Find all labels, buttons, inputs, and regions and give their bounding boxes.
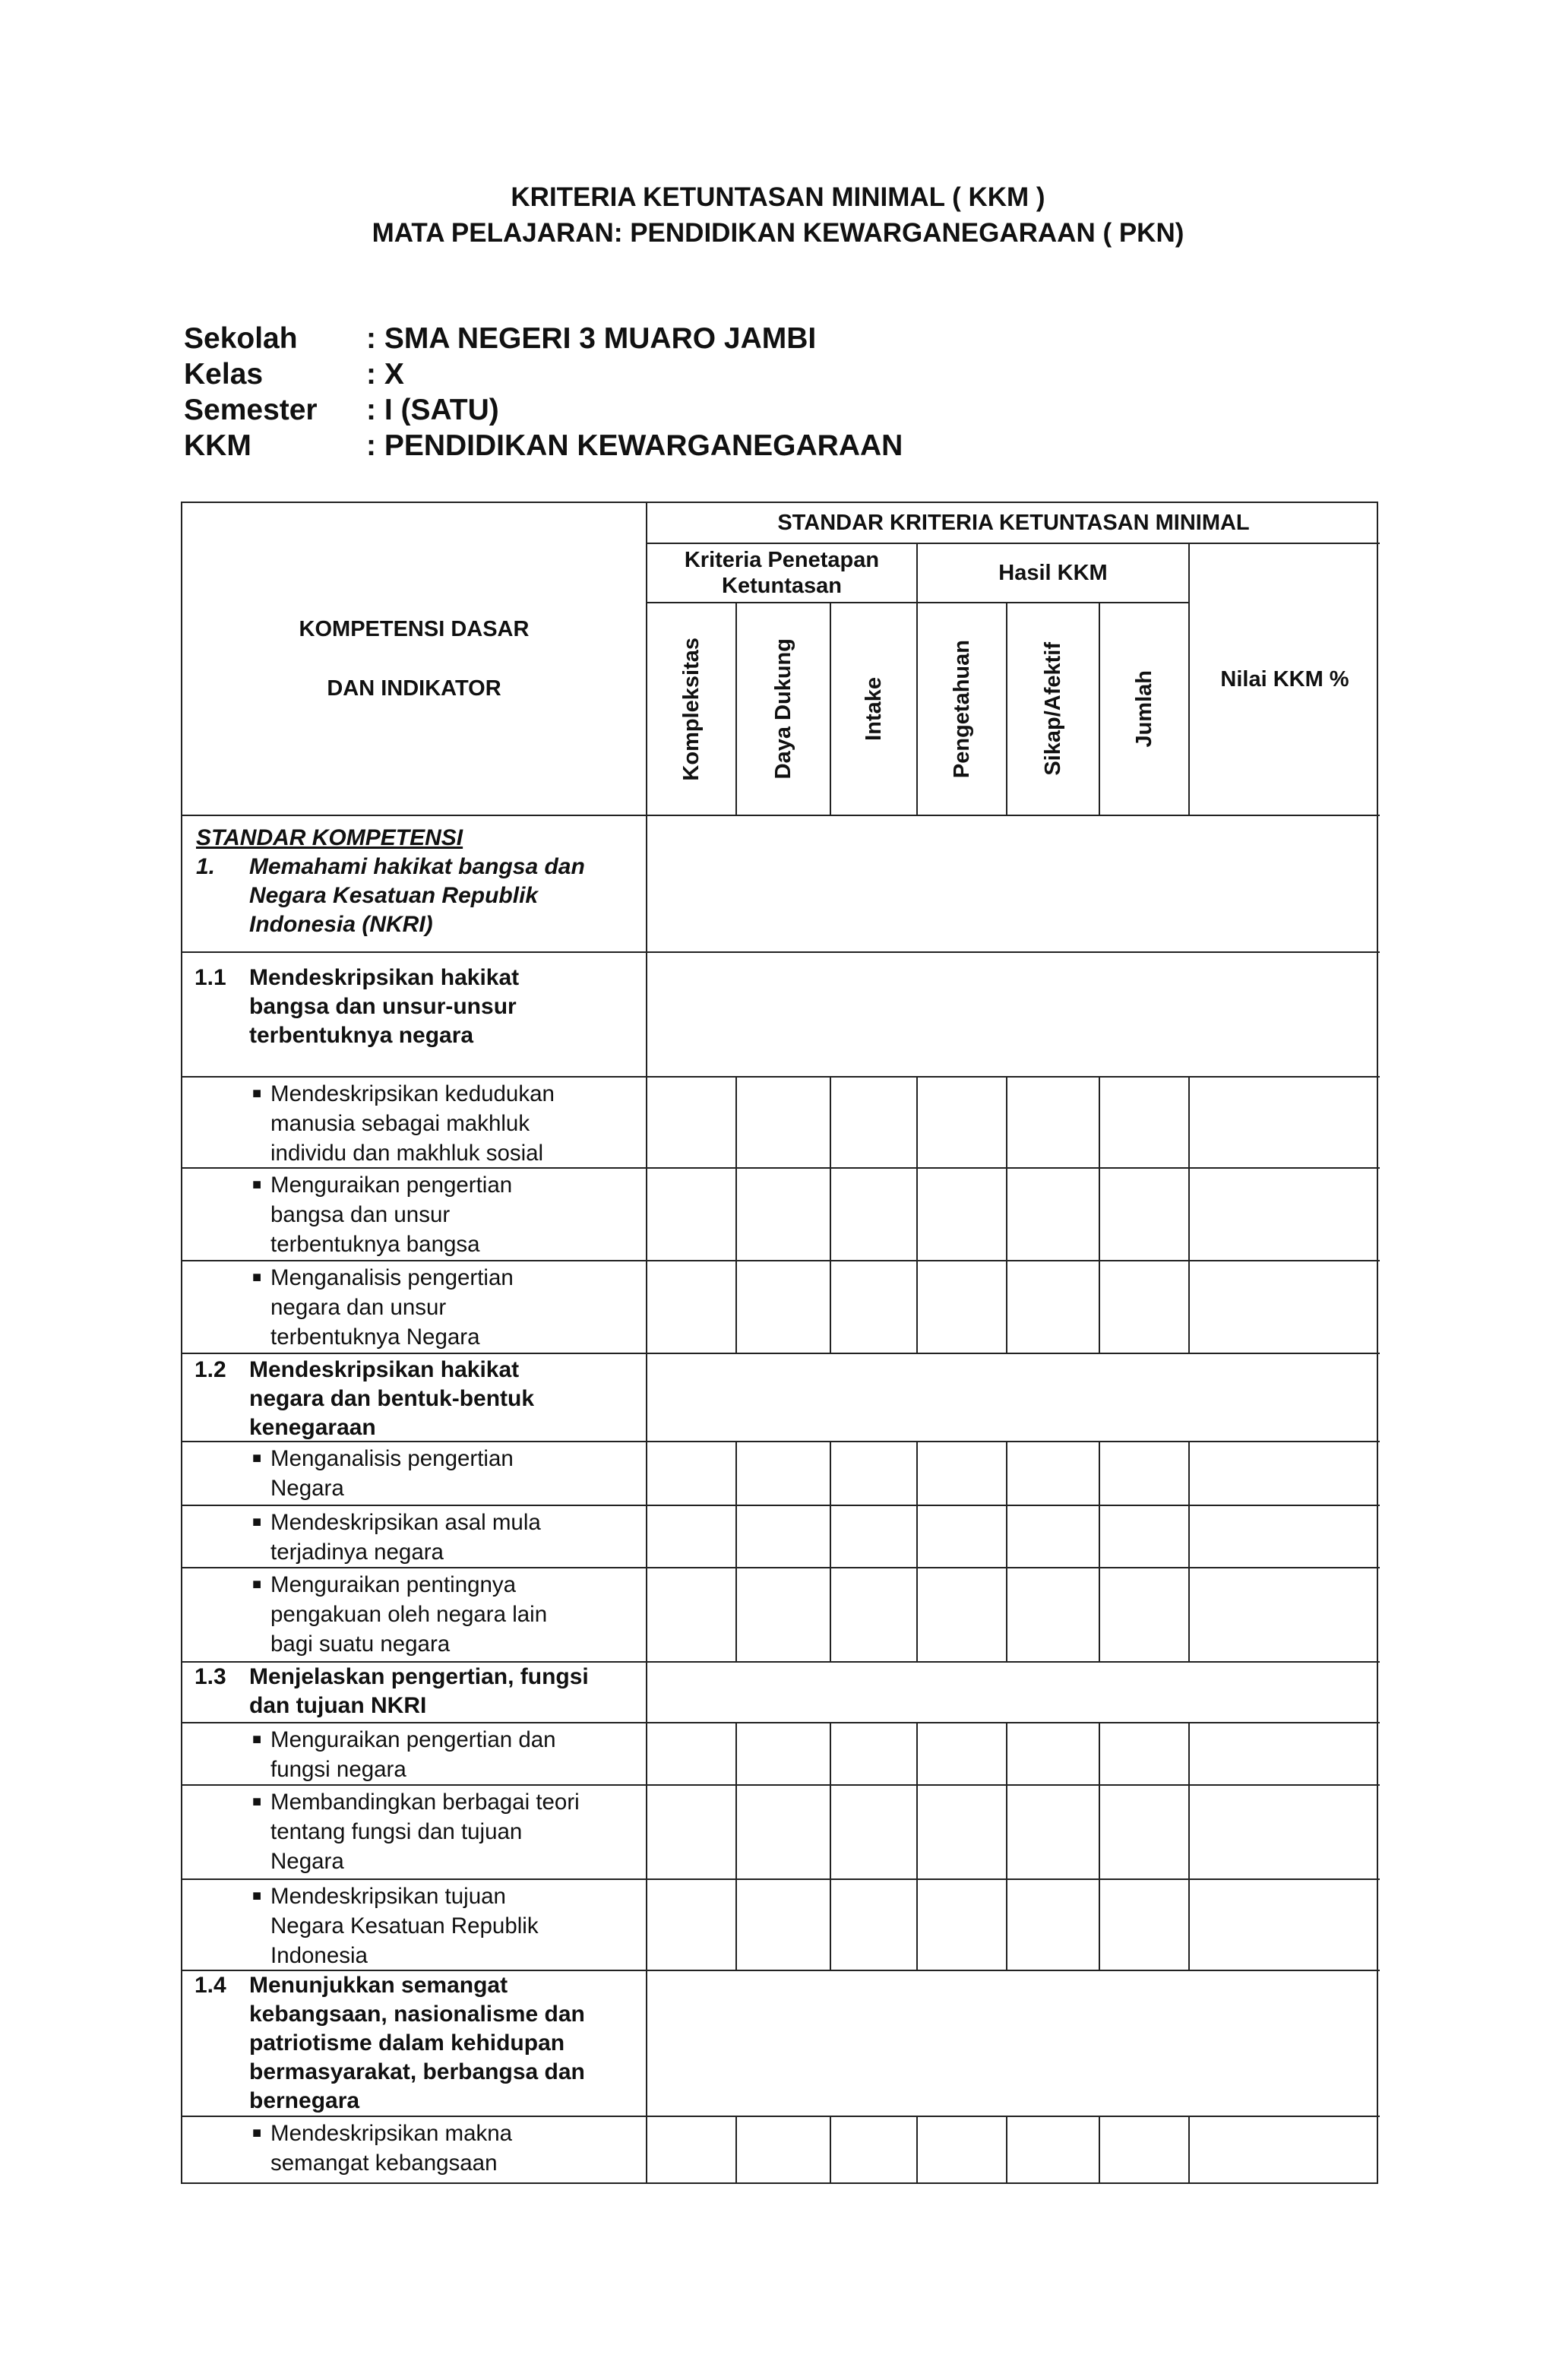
indikator-text (270, 1787, 580, 1878)
score-cell[interactable] (737, 1442, 831, 1506)
score-cell[interactable] (647, 1568, 737, 1663)
kd-number: 1.1 (194, 965, 226, 990)
score-cell[interactable] (831, 1568, 918, 1663)
kd-text (249, 1971, 585, 2116)
score-cell[interactable] (1190, 1078, 1380, 1169)
score-cell[interactable] (1100, 1169, 1190, 1261)
indikator-line: negara dan unsur (270, 1295, 447, 1320)
score-cell[interactable] (1100, 2117, 1190, 2182)
bullet-icon: ■ (252, 1793, 262, 1810)
header-kompleksitas-label: Kompleksitas (678, 637, 704, 781)
score-cell[interactable] (1190, 1568, 1380, 1663)
merged-empty-cell (647, 816, 1380, 953)
kd-line: bangsa dan unsur-unsur (249, 994, 517, 1019)
header-intake-label: Intake (861, 677, 886, 741)
indikator-text (270, 2119, 512, 2182)
bullet-icon: ■ (252, 1731, 262, 1748)
bullet-icon: ■ (252, 1269, 262, 1286)
score-cell[interactable] (647, 1442, 737, 1506)
score-cell[interactable] (647, 2117, 737, 2182)
indikator-1-1-2 (182, 1169, 647, 1261)
score-cell[interactable] (831, 1723, 918, 1786)
indikator-1-1-1 (182, 1078, 647, 1169)
score-cell[interactable] (737, 1169, 831, 1261)
indikator-text (270, 1570, 547, 1661)
header-pengetahuan (918, 603, 1007, 816)
indikator-line: Negara (270, 1849, 344, 1874)
score-cell[interactable] (1007, 1786, 1100, 1880)
score-cell[interactable] (1007, 1506, 1100, 1568)
score-cell[interactable] (737, 1261, 831, 1354)
indikator-line: fungsi negara (270, 1757, 406, 1782)
indikator-text (270, 1079, 555, 1167)
merged-empty-cell (647, 953, 1380, 1078)
indikator-line: Menguraikan pengertian dan (270, 1727, 556, 1752)
score-cell[interactable] (1007, 1169, 1100, 1261)
bullet-icon: ■ (252, 1176, 262, 1193)
info-label: Sekolah (184, 322, 298, 355)
header-sikap-afektif (1007, 603, 1100, 816)
info-value: : I (SATU) (366, 394, 499, 426)
sk-number: 1. (196, 854, 216, 879)
kd-text (249, 964, 519, 1076)
sk-line: Memahami hakikat bangsa dan (249, 854, 585, 879)
kd-line: terbentuknya negara (249, 1023, 474, 1048)
indikator-1-4-1 (182, 2117, 647, 2182)
info-value: : X (366, 358, 404, 391)
kd-line: Menjelaskan pengertian, fungsi (249, 1664, 589, 1689)
score-cell[interactable] (737, 1880, 831, 1971)
header-daya-dukung-label: Daya Dukung (770, 638, 795, 780)
score-cell[interactable] (918, 1786, 1007, 1880)
kkm-table (181, 502, 1378, 2184)
score-cell[interactable] (647, 1506, 737, 1568)
header-sikap-label: Sikap/Afektif (1040, 642, 1065, 776)
header-jumlah (1100, 603, 1190, 816)
score-cell[interactable] (1100, 1261, 1190, 1354)
score-cell[interactable] (918, 1078, 1007, 1169)
sk-lines (249, 853, 585, 939)
score-cell[interactable] (737, 1568, 831, 1663)
indikator-line: semangat kebangsaan (270, 2151, 498, 2176)
merged-empty-cell (647, 1971, 1380, 2117)
indikator-text (270, 1508, 541, 1567)
score-cell[interactable] (737, 1786, 831, 1880)
score-cell[interactable] (1190, 1723, 1380, 1786)
score-cell[interactable] (1190, 1786, 1380, 1880)
header-kriteria: Kriteria Penetapan Ketuntasan (647, 544, 918, 603)
info-block (184, 321, 903, 464)
score-cell[interactable] (831, 2117, 918, 2182)
bullet-icon: ■ (252, 1514, 262, 1530)
score-cell[interactable] (918, 1723, 1007, 1786)
sk-line: Negara Kesatuan Republik (249, 883, 539, 908)
kd-line: patriotisme dalam kehidupan (249, 2030, 565, 2056)
info-row-kelas (184, 356, 903, 392)
header-kd-line2: DAN INDIKATOR (327, 676, 501, 701)
indikator-line: bangsa dan unsur (270, 1202, 451, 1227)
indikator-1-3-2 (182, 1786, 647, 1880)
score-cell[interactable] (1100, 1568, 1190, 1663)
header-nilai-kkm: Nilai KKM % (1190, 544, 1380, 816)
score-cell[interactable] (1007, 1723, 1100, 1786)
indikator-line: Mendeskripsikan kedudukan (270, 1081, 555, 1106)
score-cell[interactable] (1007, 1568, 1100, 1663)
score-cell[interactable] (647, 1723, 737, 1786)
indikator-text (270, 1882, 539, 1970)
score-cell[interactable] (918, 1442, 1007, 1506)
score-cell[interactable] (1007, 1261, 1100, 1354)
indikator-line: Menguraikan pengertian (270, 1173, 513, 1198)
score-cell[interactable] (737, 1506, 831, 1568)
title-line-2: MATA PELAJARAN: PENDIDIKAN KEWARGANEGARAAN ( PKN) (372, 218, 1184, 248)
header-kompleksitas (647, 603, 737, 816)
bullet-icon: ■ (252, 2125, 262, 2141)
score-cell[interactable] (831, 1786, 918, 1880)
score-cell[interactable] (1190, 1169, 1380, 1261)
merged-empty-cell (647, 1354, 1380, 1442)
score-cell[interactable] (1190, 1880, 1380, 1971)
indikator-line: tentang fungsi dan tujuan (270, 1819, 523, 1844)
indikator-1-2-1 (182, 1442, 647, 1506)
score-cell[interactable] (918, 1169, 1007, 1261)
score-cell[interactable] (831, 1442, 918, 1506)
kd-line: dan tujuan NKRI (249, 1693, 427, 1718)
score-cell[interactable] (1100, 1880, 1190, 1971)
score-cell[interactable] (1100, 1078, 1190, 1169)
score-cell[interactable] (1007, 1078, 1100, 1169)
kd-1-1 (182, 953, 647, 1078)
kd-line: kebangsaan, nasionalisme dan (249, 2002, 585, 2027)
kd-number: 1.2 (194, 1357, 226, 1382)
kd-1-3 (182, 1663, 647, 1723)
indikator-text (270, 1725, 556, 1784)
bullet-icon: ■ (252, 1888, 262, 1904)
standar-kompetensi-text (196, 853, 646, 939)
kd-text (249, 1663, 589, 1722)
indikator-line: individu dan makhluk sosial (270, 1141, 544, 1166)
info-label: KKM (184, 429, 251, 462)
score-cell[interactable] (918, 1261, 1007, 1354)
score-cell[interactable] (647, 1880, 737, 1971)
info-row-kkm (184, 428, 903, 464)
indikator-line: Menganalisis pengertian (270, 1265, 514, 1290)
indikator-line: Negara Kesatuan Republik (270, 1913, 539, 1938)
indikator-1-3-1 (182, 1723, 647, 1786)
indikator-line: Menguraikan pentingnya (270, 1572, 517, 1597)
score-cell[interactable] (918, 1506, 1007, 1568)
indikator-line: terjadinya negara (270, 1540, 444, 1565)
indikator-line: Mendeskripsikan tujuan (270, 1884, 506, 1909)
indikator-line: bagi suatu negara (270, 1632, 451, 1657)
info-label: Kelas (184, 358, 264, 391)
kd-1-2 (182, 1354, 647, 1442)
indikator-1-2-2 (182, 1506, 647, 1568)
indikator-1-2-3 (182, 1568, 647, 1663)
score-cell[interactable] (1100, 1723, 1190, 1786)
score-cell[interactable] (831, 1261, 918, 1354)
header-intake (831, 603, 918, 816)
standar-kompetensi-label: STANDAR KOMPETENSI (196, 825, 463, 850)
score-cell[interactable] (737, 2117, 831, 2182)
kd-1-4 (182, 1971, 647, 2117)
score-cell[interactable] (1100, 1442, 1190, 1506)
score-cell[interactable] (831, 1078, 918, 1169)
kd-line: Menunjukkan semangat (249, 1973, 508, 1998)
score-cell[interactable] (647, 1261, 737, 1354)
indikator-line: terbentuknya bangsa (270, 1232, 480, 1257)
kd-line: bermasyarakat, berbangsa dan (249, 2059, 585, 2084)
score-cell[interactable] (1190, 2117, 1380, 2182)
kd-number: 1.4 (194, 1973, 226, 1998)
indikator-line: terbentuknya Negara (270, 1325, 480, 1350)
score-cell[interactable] (647, 1786, 737, 1880)
kd-line: Mendeskripsikan hakikat (249, 965, 520, 990)
header-jumlah-label: Jumlah (1131, 670, 1156, 748)
score-cell[interactable] (1007, 2117, 1100, 2182)
header-daya-dukung (737, 603, 831, 816)
indikator-line: Membandingkan berbagai teori (270, 1790, 580, 1815)
header-pengetahuan-label: Pengetahuan (949, 639, 974, 779)
header-kd-line1: KOMPETENSI DASAR (299, 617, 530, 641)
score-cell[interactable] (1007, 1442, 1100, 1506)
kd-line: bernegara (249, 2088, 360, 2113)
info-row-sekolah (184, 321, 903, 356)
sk-line: Indonesia (NKRI) (249, 912, 433, 937)
info-label: Semester (184, 394, 318, 426)
bullet-icon: ■ (252, 1085, 262, 1102)
score-cell[interactable] (831, 1169, 918, 1261)
score-cell[interactable] (831, 1880, 918, 1971)
title-line-1: KRITERIA KETUNTASAN MINIMAL ( KKM ) (511, 182, 1045, 212)
header-kompetensi-dasar (182, 503, 647, 816)
score-cell[interactable] (647, 1078, 737, 1169)
score-cell[interactable] (737, 1078, 831, 1169)
indikator-text (270, 1263, 514, 1353)
score-cell[interactable] (1190, 1261, 1380, 1354)
standar-kompetensi-cell (182, 816, 647, 953)
indikator-line: Negara (270, 1476, 344, 1501)
kd-number: 1.3 (194, 1664, 226, 1689)
kd-line: negara dan bentuk-bentuk (249, 1386, 535, 1411)
indikator-line: Menganalisis pengertian (270, 1446, 514, 1471)
indikator-1-1-3 (182, 1261, 647, 1354)
header-hasil-kkm: Hasil KKM (918, 544, 1190, 603)
score-cell[interactable] (737, 1723, 831, 1786)
kd-text (249, 1356, 534, 1441)
header-standar: STANDAR KRITERIA KETUNTASAN MINIMAL (647, 503, 1380, 544)
score-cell[interactable] (918, 2117, 1007, 2182)
kd-line: Mendeskripsikan hakikat (249, 1357, 520, 1382)
score-cell[interactable] (647, 1169, 737, 1261)
indikator-line: manusia sebagai makhluk (270, 1111, 530, 1136)
bullet-icon: ■ (252, 1450, 262, 1467)
score-cell[interactable] (1007, 1880, 1100, 1971)
indikator-line: Indonesia (270, 1943, 368, 1968)
score-cell[interactable] (918, 1880, 1007, 1971)
indikator-text (270, 1444, 514, 1505)
indikator-line: Mendeskripsikan asal mula (270, 1510, 541, 1535)
score-cell[interactable] (1100, 1786, 1190, 1880)
score-cell[interactable] (1190, 1506, 1380, 1568)
indikator-line: pengakuan oleh negara lain (270, 1602, 548, 1627)
bullet-icon: ■ (252, 1576, 262, 1593)
score-cell[interactable] (831, 1506, 918, 1568)
score-cell[interactable] (918, 1568, 1007, 1663)
score-cell[interactable] (1100, 1506, 1190, 1568)
merged-empty-cell (647, 1663, 1380, 1723)
info-row-semester (184, 392, 903, 428)
indikator-line: Mendeskripsikan makna (270, 2121, 513, 2146)
kd-line: kenegaraan (249, 1415, 376, 1440)
indikator-1-3-3 (182, 1880, 647, 1971)
info-value: : PENDIDIKAN KEWARGANEGARAAN (366, 429, 903, 462)
score-cell[interactable] (1190, 1442, 1380, 1506)
info-value: : SMA NEGERI 3 MUARO JAMBI (366, 322, 817, 355)
indikator-text (270, 1170, 512, 1260)
